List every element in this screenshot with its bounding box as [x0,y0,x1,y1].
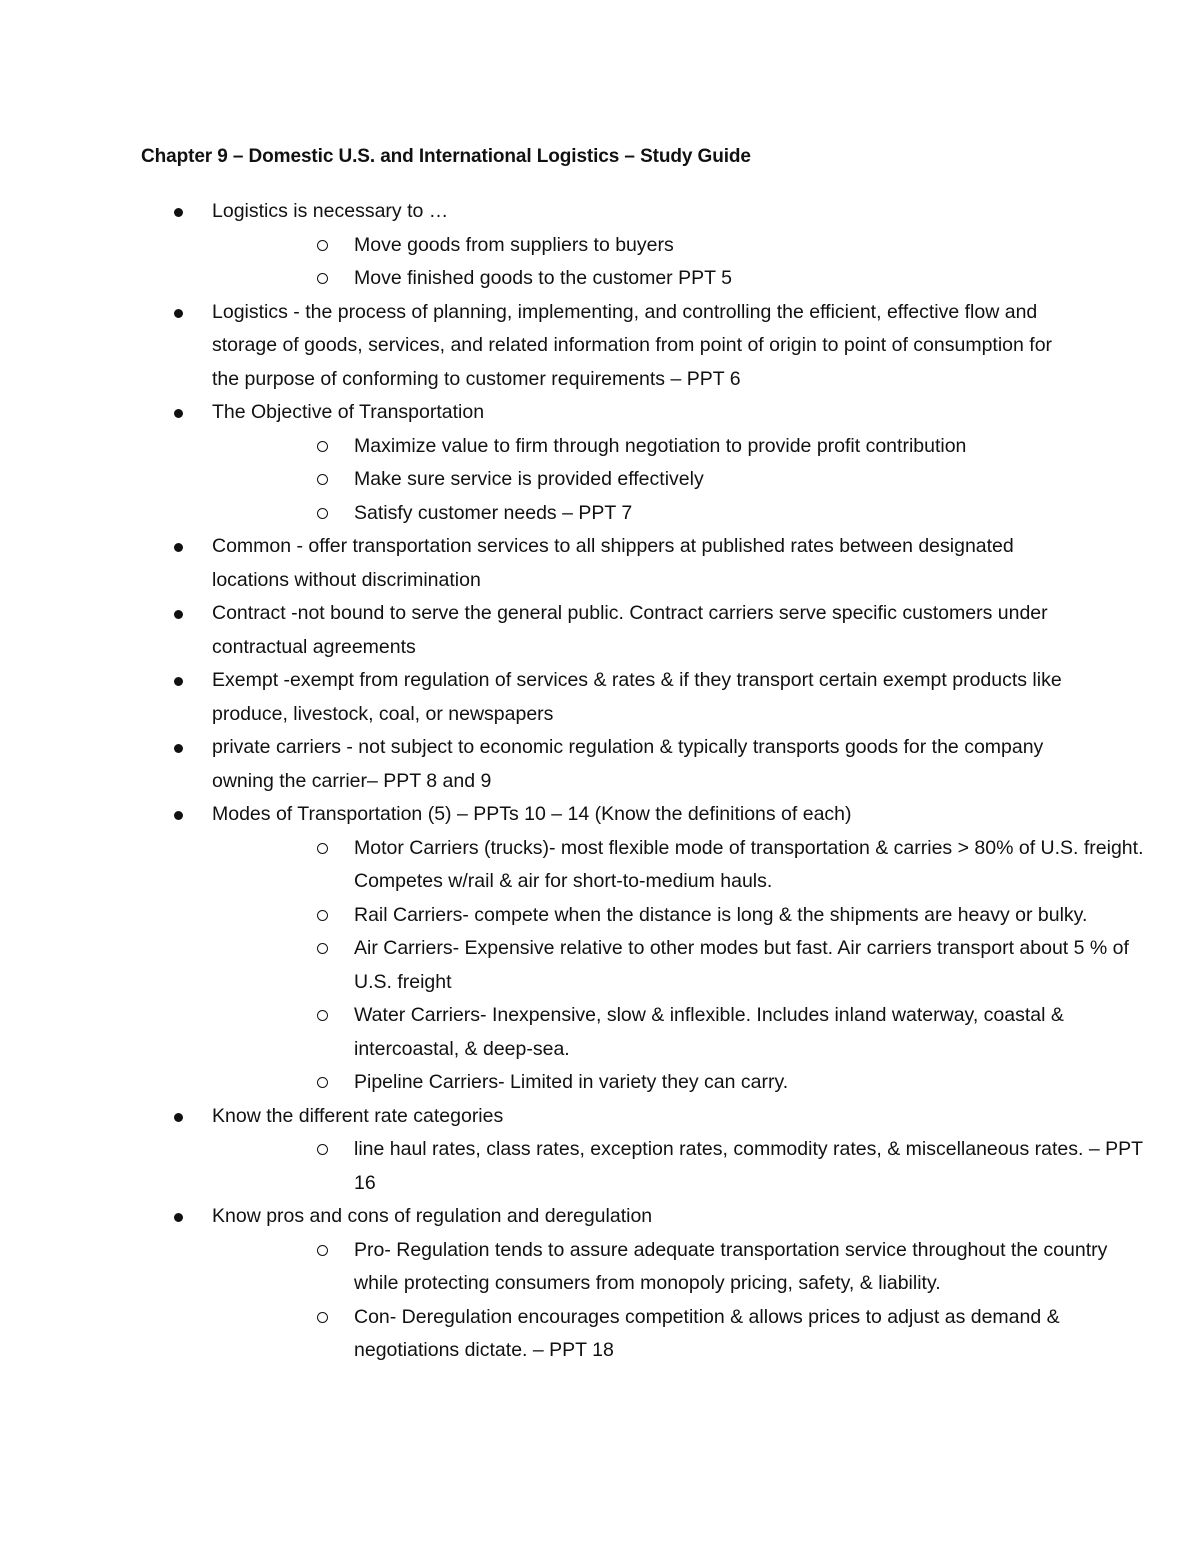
bullet-icon [174,543,183,552]
circle-bullet-icon [317,1144,328,1155]
circle-bullet-icon [317,910,328,921]
sub-list-item-text: Motor Carriers (trucks)- most flexible mode of transportation & carries > 80% of U.S. freight. Competes w/rail & air for short-to-medium hauls. [354,836,1144,892]
list-item-text: Know pros and cons of regulation and deregulation [212,1205,653,1227]
bullet-icon [174,208,183,217]
bullet-icon [174,1213,183,1222]
circle-bullet-icon [317,474,328,485]
sub-list-item [71,262,1144,296]
sub-list-item-text: Pro- Regulation tends to assure adequate transportation service throughout the country while protecting consumers from monopoly pricing, safety, & liability. [354,1238,1108,1294]
list-item [0,664,1082,731]
sub-list [212,832,1144,1100]
sub-list [212,1234,1108,1368]
circle-bullet-icon [317,1077,328,1088]
list-item-text: The Objective of Transportation [212,401,485,423]
circle-bullet-icon [317,843,328,854]
bullet-icon [174,677,183,686]
sub-list-item [71,932,1144,999]
sub-list-item [71,497,1144,531]
sub-list-item [71,999,1144,1066]
circle-bullet-icon [317,1245,328,1256]
list-item [0,1100,1143,1201]
sub-list-item-text: Make sure service is provided effectively [354,468,704,490]
list-item [0,1200,1108,1368]
bullet-icon [174,409,183,418]
sub-list-item-text: Con- Deregulation encourages competition & allows prices to adjust as demand & negotiations dictate. – PPT 18 [354,1305,1060,1361]
list-item [0,731,1082,798]
circle-bullet-icon [317,943,328,954]
sub-list-item [71,1234,1144,1301]
sub-list-item [71,430,1144,464]
bullet-icon [174,744,183,753]
sub-list-item-text: Rail Carriers- compete when the distance is long & the shipments are heavy or bulky. [354,903,1088,926]
bullet-icon [174,811,183,820]
bullet-icon [174,1113,183,1122]
sub-list-item-text: Water Carriers- Inexpensive, slow & inflexible. Includes inland waterway, coastal & intercoastal, & deep-sea. [354,1004,1064,1060]
sub-list [212,430,1082,531]
list-item [0,530,1082,597]
bullet-icon [174,309,183,318]
circle-bullet-icon [317,508,328,519]
list-item-text: Modes of Transportation (5) – PPTs 10 – 14 (Know the definitions of each) [212,803,852,825]
sub-list [212,229,1082,296]
study-guide-list [0,195,1200,1368]
sub-list-item [71,899,1144,933]
sub-list [212,1133,1143,1200]
list-item-text: Logistics is necessary to … [212,200,449,222]
sub-list-item-text: line haul rates, class rates, exception rates, commodity rates, & miscellaneous rates. – PPT 16 [354,1138,1143,1194]
list-item-text: Common - offer transportation services to all shippers at published rates between designated locations without discrimination [212,535,1014,591]
list-item [0,195,1082,296]
sub-list-item-text: Move finished goods to the customer PPT 5 [354,267,732,289]
page-title: Chapter 9 – Domestic U.S. and International Logistics – Study Guide [141,146,751,167]
circle-bullet-icon [317,441,328,452]
circle-bullet-icon [317,1312,328,1323]
sub-list-item-text: Maximize value to firm through negotiation to provide profit contribution [354,434,967,457]
circle-bullet-icon [317,240,328,251]
list-item-text: Contract -not bound to serve the general public. Contract carriers serve specific customers under contractual agreements [212,602,1048,658]
circle-bullet-icon [317,1010,328,1021]
sub-list-item [71,1133,1144,1200]
circle-bullet-icon [317,273,328,284]
list-item [0,597,1082,664]
list-item-text: Know the different rate categories [212,1104,504,1127]
list-item-text: Logistics - the process of planning, implementing, and controlling the efficient, effective flow and storage of goods, services, and related information from point of origin to point of consumption for the purpose of conforming to customer requirements – PPT 6 [212,300,1053,390]
list-item-text: private carriers - not subject to economic regulation & typically transports goods for the company owning the carrier– PPT 8 and 9 [212,736,1044,792]
list-item-text: Exempt -exempt from regulation of services & rates & if they transport certain exempt products like produce, livestock, coal, or newspapers [212,669,1062,725]
bullet-icon [174,610,183,619]
sub-list-item [71,463,1144,497]
sub-list-item-text: Air Carriers- Expensive relative to other modes but fast. Air carriers transport about 5 % of U.S. freight [354,937,1129,993]
sub-list-item [71,229,1144,263]
list-item [0,296,1082,397]
sub-list-item-text: Move goods from suppliers to buyers [354,233,674,256]
sub-list-item-text: Pipeline Carriers- Limited in variety they can carry. [354,1071,789,1093]
sub-list-item [71,832,1144,899]
sub-list-item [71,1066,1144,1100]
sub-list-item [71,1301,1144,1368]
list-item [0,798,1144,1100]
list-item [0,396,1082,530]
sub-list-item-text: Satisfy customer needs – PPT 7 [354,501,633,524]
